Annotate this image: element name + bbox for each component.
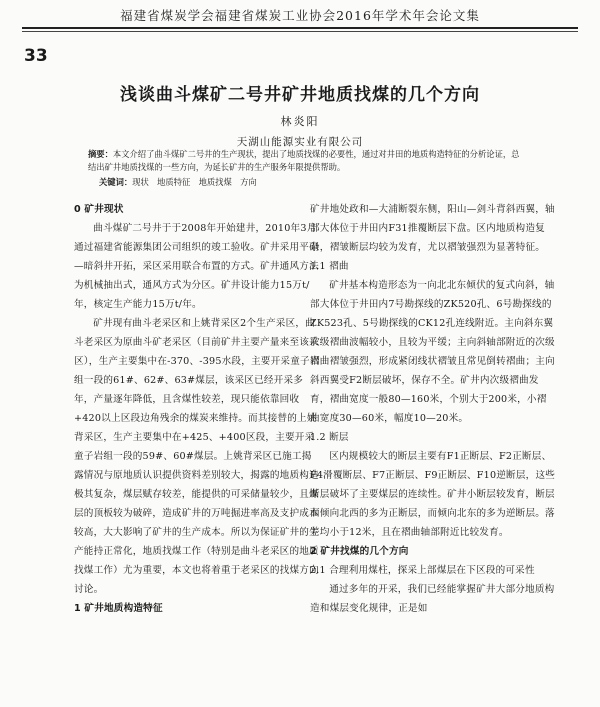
section-heading: 0 矿井现状 — [74, 204, 124, 215]
section-heading: 2 矿井找煤的几个方向 — [310, 546, 409, 557]
keywords-text: 现状 地质特征 地质找煤 方向 — [132, 177, 257, 187]
section-heading: 1 矿井地质构造特征 — [74, 603, 163, 614]
paragraph: 矿井现有曲斗老采区和上姚背采区2个生产采区，曲斗老采区为原曲斗矿老采区（目前矿井主要产量来至该采区），生产主要集中在-370、-395水段，主要开采童子岩组一段的61#、62#、63#煤层，该采区已经开采多年，产量逐年降低，且含煤性较差，现只能依靠回收+420以上区段边角残余的煤炭来维持。而其接替的上姚背采区，生产主要集中在+425、+400区段，主要开采童子岩组一段的59#、60#煤层。上姚背采区已施工揭露情况与原地质认识提供资料差别较大，揭露的地质构造极其复杂，煤层赋存较差，能提供的可采储量较少，且煤层的顶板较为破碎，造成矿井的万吨掘进率高及支护成本较高，大大影响了矿井的生产成本。所以为保证矿井的生产能持正常化，地质找煤工作（特别是曲斗老采区的地质找煤工作）尤为重要，本文也将着重于老采区的找煤方向讨论。 — [74, 318, 320, 595]
paragraph: 矿井基本构造形态为一向北北东倾伏的复式向斜，轴部大体位于井田内7号勘探线的ZK520孔、6号勘探线的ZK523孔、5号勘探线的CK12孔连线附近。主向斜东翼次级褶曲波幅较小，且较为平缓；主向斜轴部附近的次级褶曲褶皱强烈，形成紧闭线状褶皱且常见倒转褶曲；主向斜西翼受F2断层破坏，保存不全。矿井内次级褶曲发育，褶曲宽度一般80—160米，个别大于200米，小褶曲宽度30—60米，幅度10—20米。 — [310, 280, 555, 424]
header-rule-thick — [22, 27, 578, 29]
header-rule-thin — [22, 31, 578, 32]
left-column — [74, 200, 320, 618]
right-column — [310, 200, 556, 618]
keywords-label: 关键词： — [99, 177, 133, 187]
author-name: 林炎阳 — [280, 115, 320, 128]
keywords — [99, 176, 257, 189]
subsection-heading: 2.1 合理利用煤柱，探采上部煤层在下区段的可采性 — [310, 565, 535, 576]
abstract-label: 摘要： — [88, 149, 113, 159]
paragraph: 矿井地处政和—大浦断裂东侧，阳山—剑斗背斜西翼，轴部大体位于井田内F31推覆断层下盘。区内地质构造复杂，褶皱断层均较为发育，尤以褶皱强烈为显著特征。 — [310, 204, 555, 253]
paper-title: 浅谈曲斗煤矿二号井矿井地质找煤的几个方向 — [120, 85, 480, 105]
paragraph: 区内规模较大的断层主要有F1正断层、F2正断层、F4滑覆断层、F7正断层、F9正断层、F10逆断层，这些断层破坏了主要煤层的连续性。矿井小断层较发育，断层面倾向北西的多为正断层，而倾向北东的多为逆断层。落差均小于12米，且在褶曲轴部附近比较发育。 — [310, 451, 556, 538]
running-header: 福建省煤炭学会福建省煤炭工业协会2016年学术年会论文集 — [120, 8, 480, 23]
author-affiliation: 天湖山能源实业有限公司 — [236, 136, 364, 148]
abstract — [88, 148, 520, 174]
paragraph: 通过多年的开采，我们已经能掌握矿井大部分地质构造和煤层变化规律，正是如 — [310, 584, 555, 614]
subsection-heading: 1.2 断层 — [310, 432, 349, 443]
abstract-text: 本文介绍了曲斗煤矿二号井的生产现状，提出了地质找煤的必要性，通过对井田的地质构造特征的分析论证，总结出矿井地质找煤的一些方向，为延长矿井的生产服务年限提供帮助。 — [88, 149, 520, 172]
chapter-number: 33 — [24, 46, 48, 66]
paragraph: 曲斗煤矿二号井于于2008年开始建井，2010年3月通过福建省能源集团公司组织的竣工验收。矿井采用平硐—暗斜井开拓，采区采用联合布置的方式。矿井通风方法为机械抽出式，通风方式为分区。矿井设计能力15万t/年，核定生产能力15万t/年。 — [74, 223, 319, 310]
subsection-heading: 1.1 褶曲 — [310, 261, 349, 272]
